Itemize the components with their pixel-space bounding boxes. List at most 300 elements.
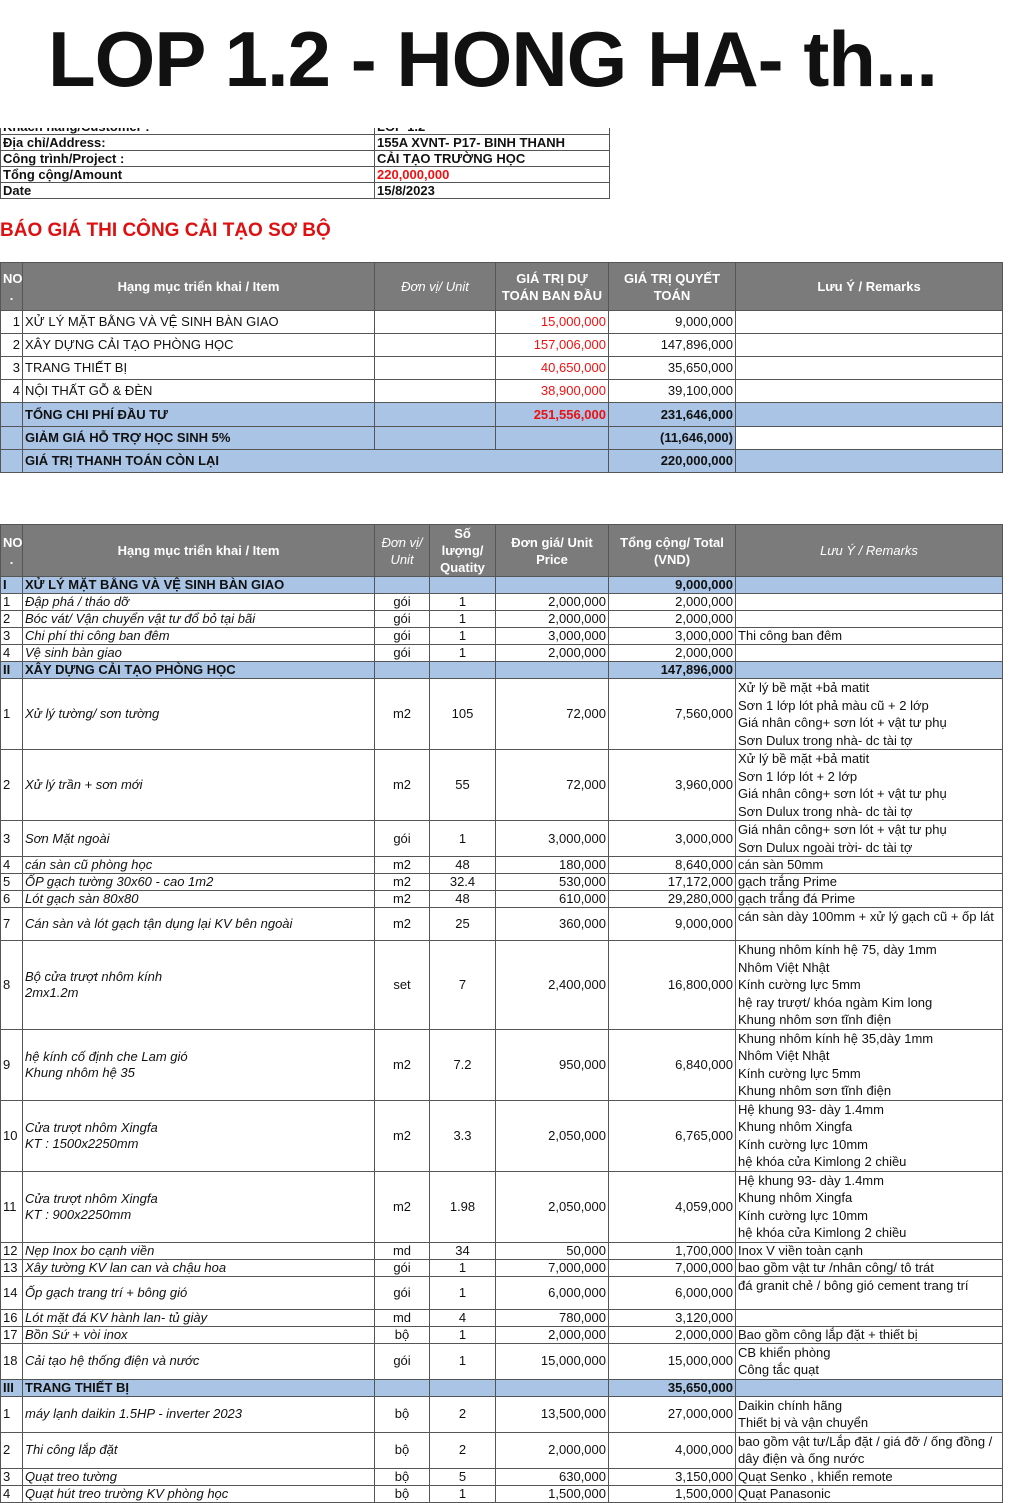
summary-row bbox=[1, 334, 1003, 357]
row-item: Cửa trượt nhôm Xingfa KT : 1500x2250mm bbox=[23, 1100, 375, 1171]
info-value: CẢI TẠO TRƯỜNG HỌC bbox=[375, 151, 610, 167]
summary-row bbox=[1, 357, 1003, 380]
row-no: 10 bbox=[1, 1100, 23, 1171]
row-item: Cửa trượt nhôm Xingfa KT : 900x2250mm bbox=[23, 1171, 375, 1242]
row-remarks: CB khiển phòng Công tắc quạt bbox=[736, 1343, 1003, 1379]
row-unit: gói bbox=[375, 628, 430, 645]
col-final-header: GIÁ TRỊ QUYẾT TOÁN bbox=[609, 263, 736, 311]
row-unit-price: 610,000 bbox=[496, 891, 609, 908]
total-estimate: 251,556,000 bbox=[496, 403, 609, 427]
col-remarks-header: Lưu Ý / Remarks bbox=[736, 263, 1003, 311]
row-unit: m2 bbox=[375, 874, 430, 891]
summary-row bbox=[1, 311, 1003, 334]
row-remarks: Daikin chính hãng Thiết bị và vận chuyển bbox=[736, 1396, 1003, 1432]
total-remarks bbox=[736, 403, 1003, 427]
row-item: Xử lý tường/ sơn tường bbox=[23, 679, 375, 750]
row-total: 4,000,000 bbox=[609, 1432, 736, 1468]
row-no: 16 bbox=[1, 1309, 23, 1326]
row-remarks: Quạt Panasonic bbox=[736, 1485, 1003, 1502]
section-row bbox=[1, 1379, 1003, 1396]
row-item: Đập phá / tháo dỡ bbox=[23, 594, 375, 611]
info-row bbox=[1, 135, 610, 151]
row-remarks: Hệ khung 93- dày 1.4mm Khung nhôm Xingfa Kính cường lực 10mm hệ khóa cửa Kimlong 2 chiều bbox=[736, 1100, 1003, 1171]
row-qty: 1 bbox=[430, 1276, 496, 1309]
detail-row bbox=[1, 1259, 1003, 1276]
row-qty: 1 bbox=[430, 1343, 496, 1379]
row-unit-price: 2,050,000 bbox=[496, 1100, 609, 1171]
row-no: 1 bbox=[1, 311, 23, 334]
row-final: 35,650,000 bbox=[609, 357, 736, 380]
row-remarks: Hệ khung 93- dày 1.4mm Khung nhôm Xingfa Kính cường lực 10mm hệ khóa cửa Kimlong 2 chiều bbox=[736, 1171, 1003, 1242]
detail-row bbox=[1, 1029, 1003, 1100]
row-total: 3,120,000 bbox=[609, 1309, 736, 1326]
row-qty: 2 bbox=[430, 1432, 496, 1468]
remaining-value: 220,000,000 bbox=[609, 450, 736, 473]
row-item: Bồn Sứ + vòi inox bbox=[23, 1326, 375, 1343]
row-remarks: cán sàn dày 100mm + xử lý gạch cũ + ốp lát bbox=[736, 908, 1003, 941]
row-final: 9,000,000 bbox=[609, 311, 736, 334]
row-item: Quạt hút treo trường KV phòng học bbox=[23, 1485, 375, 1502]
row-remarks: Khung nhôm kính hệ 35,dày 1mm Nhôm Việt Nhật Kính cường lực 5mm Khung nhôm sơn tĩnh điện bbox=[736, 1029, 1003, 1100]
row-total: 3,150,000 bbox=[609, 1468, 736, 1485]
row-total: 29,280,000 bbox=[609, 891, 736, 908]
row-unit-price: 2,400,000 bbox=[496, 941, 609, 1030]
row-estimate: 157,006,000 bbox=[496, 334, 609, 357]
row-total: 16,800,000 bbox=[609, 941, 736, 1030]
row-item: Vệ sinh bàn giao bbox=[23, 645, 375, 662]
info-row bbox=[1, 151, 610, 167]
row-unit-price: 3,000,000 bbox=[496, 821, 609, 857]
row-remarks: Giá nhân công+ sơn lót + vật tư phụ Sơn Dulux ngoài trời- dc tài tợ bbox=[736, 821, 1003, 857]
row-qty: 4 bbox=[430, 1309, 496, 1326]
col-no-header: NO . bbox=[1, 263, 23, 311]
row-no: 3 bbox=[1, 628, 23, 645]
row-remarks bbox=[736, 1309, 1003, 1326]
row-total: 3,960,000 bbox=[609, 750, 736, 821]
row-no: 1 bbox=[1, 1396, 23, 1432]
detail-row bbox=[1, 611, 1003, 628]
detail-row bbox=[1, 1326, 1003, 1343]
row-total: 27,000,000 bbox=[609, 1396, 736, 1432]
row-no: 2 bbox=[1, 611, 23, 628]
detail-row bbox=[1, 891, 1003, 908]
total-row bbox=[1, 403, 1003, 427]
row-no: 4 bbox=[1, 1485, 23, 1502]
row-total: 2,000,000 bbox=[609, 645, 736, 662]
col-unit-header: Đơn vị/ Unit bbox=[375, 525, 430, 577]
row-unit-price: 2,000,000 bbox=[496, 611, 609, 628]
row-unit: md bbox=[375, 1242, 430, 1259]
col-item-header: Hạng mục triển khai / Item bbox=[23, 263, 375, 311]
row-qty: 34 bbox=[430, 1242, 496, 1259]
detail-row bbox=[1, 1171, 1003, 1242]
section-row bbox=[1, 662, 1003, 679]
remaining-row bbox=[1, 450, 1003, 473]
row-no: 11 bbox=[1, 1171, 23, 1242]
detail-table bbox=[0, 524, 1003, 1503]
detail-row bbox=[1, 857, 1003, 874]
row-qty: 1.98 bbox=[430, 1171, 496, 1242]
info-label: Date bbox=[1, 183, 375, 199]
section-label: TRANG THIẾT BỊ bbox=[23, 1379, 375, 1396]
row-remarks bbox=[736, 357, 1003, 380]
section-no: II bbox=[1, 662, 23, 679]
row-qty: 3.3 bbox=[430, 1100, 496, 1171]
col-qty-header: Số lượng/ Quatity bbox=[430, 525, 496, 577]
row-qty: 25 bbox=[430, 908, 496, 941]
row-item: Bóc vát/ Vận chuyển vật tư đổ bỏ tại bãi bbox=[23, 611, 375, 628]
col-unit-header: Đơn vị/ Unit bbox=[375, 263, 496, 311]
row-total: 3,000,000 bbox=[609, 821, 736, 857]
row-no: 2 bbox=[1, 1432, 23, 1468]
info-label: Địa chỉ/Address: bbox=[1, 135, 375, 151]
row-no: 1 bbox=[1, 679, 23, 750]
row-total: 7,560,000 bbox=[609, 679, 736, 750]
row-unit: bộ bbox=[375, 1468, 430, 1485]
row-unit bbox=[375, 334, 496, 357]
remaining-label: GIÁ TRỊ THANH TOÁN CÒN LẠI bbox=[23, 450, 609, 473]
row-remarks: bao gồm vật tư/Lắp đặt / giá đỡ / ống đồng / dây điện và ống nước bbox=[736, 1432, 1003, 1468]
row-total: 7,000,000 bbox=[609, 1259, 736, 1276]
row-remarks: Xử lý bề mặt +bả matit Sơn 1 lớp lót + 2 lớp Giá nhân công+ sơn lót + vật tư phụ Sơn Dulux trong nhà- dc tài tợ bbox=[736, 750, 1003, 821]
row-total: 9,000,000 bbox=[609, 908, 736, 941]
row-qty: 7.2 bbox=[430, 1029, 496, 1100]
section-qty bbox=[430, 662, 496, 679]
row-item: Bộ cửa trượt nhôm kính 2mx1.2m bbox=[23, 941, 375, 1030]
detail-row bbox=[1, 821, 1003, 857]
row-remarks bbox=[736, 311, 1003, 334]
row-remarks: Bao gồm công lắp đặt + thiết bị bbox=[736, 1326, 1003, 1343]
row-qty: 55 bbox=[430, 750, 496, 821]
row-no: 3 bbox=[1, 821, 23, 857]
row-qty: 1 bbox=[430, 1326, 496, 1343]
row-unit-price: 2,000,000 bbox=[496, 594, 609, 611]
row-remarks: Thi công ban đêm bbox=[736, 628, 1003, 645]
info-row bbox=[1, 167, 610, 183]
row-qty: 7 bbox=[430, 941, 496, 1030]
row-unit bbox=[375, 311, 496, 334]
row-total: 4,059,000 bbox=[609, 1171, 736, 1242]
row-unit bbox=[375, 380, 496, 403]
col-remarks-header: Lưu Ý / Remarks bbox=[736, 525, 1003, 577]
section-total: 9,000,000 bbox=[609, 577, 736, 594]
row-unit-price: 780,000 bbox=[496, 1309, 609, 1326]
detail-row bbox=[1, 874, 1003, 891]
row-item: TRANG THIẾT BỊ bbox=[23, 357, 375, 380]
page-header bbox=[0, 0, 1020, 128]
row-no: 3 bbox=[1, 1468, 23, 1485]
row-unit: m2 bbox=[375, 1100, 430, 1171]
detail-row bbox=[1, 1100, 1003, 1171]
info-table bbox=[0, 118, 610, 199]
row-total: 8,640,000 bbox=[609, 857, 736, 874]
row-item: Ốp gạch trang trí + bông gió bbox=[23, 1276, 375, 1309]
row-unit: bộ bbox=[375, 1432, 430, 1468]
row-estimate: 38,900,000 bbox=[496, 380, 609, 403]
row-unit: gói bbox=[375, 594, 430, 611]
col-no-header: NO . bbox=[1, 525, 23, 577]
row-final: 39,100,000 bbox=[609, 380, 736, 403]
total-final: 231,646,000 bbox=[609, 403, 736, 427]
row-total: 2,000,000 bbox=[609, 1326, 736, 1343]
row-item: hệ kính cố định che Lam gió Khung nhôm hệ 35 bbox=[23, 1029, 375, 1100]
row-remarks bbox=[736, 334, 1003, 357]
row-unit-price: 13,500,000 bbox=[496, 1396, 609, 1432]
col-price-header: Đơn giá/ Unit Price bbox=[496, 525, 609, 577]
row-item: Chi phí thi công ban đêm bbox=[23, 628, 375, 645]
remaining-no bbox=[1, 450, 23, 473]
row-no: 17 bbox=[1, 1326, 23, 1343]
row-unit: bộ bbox=[375, 1396, 430, 1432]
summary-table bbox=[0, 262, 1003, 473]
row-qty: 1 bbox=[430, 628, 496, 645]
section-no: III bbox=[1, 1379, 23, 1396]
row-unit-price: 6,000,000 bbox=[496, 1276, 609, 1309]
summary-row bbox=[1, 380, 1003, 403]
discount-row bbox=[1, 427, 1003, 450]
row-remarks: cán sàn 50mm bbox=[736, 857, 1003, 874]
row-unit: m2 bbox=[375, 750, 430, 821]
row-total: 2,000,000 bbox=[609, 611, 736, 628]
info-value: 15/8/2023 bbox=[375, 183, 610, 199]
section-label: XỬ LÝ MẶT BẰNG VÀ VỆ SINH BÀN GIAO bbox=[23, 577, 375, 594]
row-unit: m2 bbox=[375, 891, 430, 908]
row-unit-price: 3,000,000 bbox=[496, 628, 609, 645]
row-remarks bbox=[736, 380, 1003, 403]
row-remarks: Inox V viền toàn cạnh bbox=[736, 1242, 1003, 1259]
row-total: 6,000,000 bbox=[609, 1276, 736, 1309]
detail-row bbox=[1, 1468, 1003, 1485]
row-item: Nẹp Inox bo cạnh viền bbox=[23, 1242, 375, 1259]
detail-row bbox=[1, 594, 1003, 611]
row-no: 13 bbox=[1, 1259, 23, 1276]
row-qty: 32.4 bbox=[430, 874, 496, 891]
row-remarks: Quạt Senko , khiển remote bbox=[736, 1468, 1003, 1485]
row-unit-price: 950,000 bbox=[496, 1029, 609, 1100]
row-unit: gói bbox=[375, 1259, 430, 1276]
section-total: 147,896,000 bbox=[609, 662, 736, 679]
row-unit: gói bbox=[375, 821, 430, 857]
section-unit bbox=[375, 1379, 430, 1396]
row-unit bbox=[375, 357, 496, 380]
row-remarks: Xử lý bề mặt +bả matit Sơn 1 lớp lót phả màu cũ + 2 lớp Giá nhân công+ sơn lót + vật tư phụ Sơn Dulux trong nhà- dc tài tợ bbox=[736, 679, 1003, 750]
row-unit-price: 2,050,000 bbox=[496, 1171, 609, 1242]
row-total: 1,700,000 bbox=[609, 1242, 736, 1259]
row-qty: 2 bbox=[430, 1396, 496, 1432]
row-total: 17,172,000 bbox=[609, 874, 736, 891]
row-no: 2 bbox=[1, 750, 23, 821]
row-remarks: đá granit chẻ / bông gió cement trang trí bbox=[736, 1276, 1003, 1309]
info-label: Công trình/Project : bbox=[1, 151, 375, 167]
section-remarks bbox=[736, 662, 1003, 679]
row-no: 4 bbox=[1, 645, 23, 662]
section-qty bbox=[430, 577, 496, 594]
row-unit: gói bbox=[375, 611, 430, 628]
row-unit-price: 360,000 bbox=[496, 908, 609, 941]
row-total: 6,840,000 bbox=[609, 1029, 736, 1100]
row-no: 14 bbox=[1, 1276, 23, 1309]
row-remarks bbox=[736, 594, 1003, 611]
detail-row bbox=[1, 908, 1003, 941]
row-qty: 1 bbox=[430, 1485, 496, 1502]
row-unit-price: 50,000 bbox=[496, 1242, 609, 1259]
section-remarks bbox=[736, 1379, 1003, 1396]
info-value: 220,000,000 bbox=[375, 167, 610, 183]
row-unit: m2 bbox=[375, 1171, 430, 1242]
row-unit-price: 1,500,000 bbox=[496, 1485, 609, 1502]
summary-header-row bbox=[1, 263, 1003, 311]
row-no: 7 bbox=[1, 908, 23, 941]
detail-row bbox=[1, 1485, 1003, 1502]
row-no: 4 bbox=[1, 380, 23, 403]
row-remarks bbox=[736, 611, 1003, 628]
row-unit: bộ bbox=[375, 1326, 430, 1343]
row-total: 15,000,000 bbox=[609, 1343, 736, 1379]
row-unit: gói bbox=[375, 1276, 430, 1309]
row-no: 18 bbox=[1, 1343, 23, 1379]
detail-row bbox=[1, 1343, 1003, 1379]
row-estimate: 40,650,000 bbox=[496, 357, 609, 380]
row-unit: bộ bbox=[375, 1485, 430, 1502]
discount-unit bbox=[375, 427, 496, 450]
discount-remarks bbox=[736, 427, 1003, 450]
col-estimate-header: GIÁ TRỊ DỰ TOÁN BAN ĐẦU bbox=[496, 263, 609, 311]
row-item: Lót mặt đá KV hành lan- tủ giày bbox=[23, 1309, 375, 1326]
section-label: XÂY DỰNG CẢI TẠO PHÒNG HỌC bbox=[23, 662, 375, 679]
row-qty: 105 bbox=[430, 679, 496, 750]
row-unit-price: 15,000,000 bbox=[496, 1343, 609, 1379]
detail-row bbox=[1, 750, 1003, 821]
col-total-header: Tổng cộng/ Total (VND) bbox=[609, 525, 736, 577]
detail-header-row bbox=[1, 525, 1003, 577]
row-item: Xử lý trần + sơn mới bbox=[23, 750, 375, 821]
row-qty: 1 bbox=[430, 821, 496, 857]
row-item: Thi công lắp đặt bbox=[23, 1432, 375, 1468]
row-item: cán sàn cũ phòng học bbox=[23, 857, 375, 874]
row-item: Lót gạch sàn 80x80 bbox=[23, 891, 375, 908]
row-no: 1 bbox=[1, 594, 23, 611]
row-unit: gói bbox=[375, 645, 430, 662]
document-title: LOP 1.2 - HONG HA- th... bbox=[48, 15, 937, 103]
row-item: Cải tạo hệ thống điện và nước bbox=[23, 1343, 375, 1379]
row-unit: m2 bbox=[375, 1029, 430, 1100]
row-no: 3 bbox=[1, 357, 23, 380]
row-total: 6,765,000 bbox=[609, 1100, 736, 1171]
section-row bbox=[1, 577, 1003, 594]
row-qty: 48 bbox=[430, 891, 496, 908]
total-no bbox=[1, 403, 23, 427]
discount-no bbox=[1, 427, 23, 450]
row-remarks bbox=[736, 645, 1003, 662]
row-unit-price: 180,000 bbox=[496, 857, 609, 874]
section-title: BÁO GIÁ THI CÔNG CẢI TẠO SƠ BỘ bbox=[0, 220, 331, 241]
section-unit bbox=[375, 662, 430, 679]
total-unit bbox=[375, 403, 496, 427]
row-unit-price: 72,000 bbox=[496, 679, 609, 750]
detail-row bbox=[1, 628, 1003, 645]
total-label: TỔNG CHI PHÍ ĐẦU TƯ bbox=[23, 403, 375, 427]
row-item: Sơn Mặt ngoài bbox=[23, 821, 375, 857]
row-remarks: bao gồm vật tư /nhân công/ tô trát bbox=[736, 1259, 1003, 1276]
row-no: 2 bbox=[1, 334, 23, 357]
row-unit-price: 7,000,000 bbox=[496, 1259, 609, 1276]
row-qty: 48 bbox=[430, 857, 496, 874]
detail-row bbox=[1, 1242, 1003, 1259]
section-price bbox=[496, 577, 609, 594]
row-no: 5 bbox=[1, 874, 23, 891]
row-unit-price: 630,000 bbox=[496, 1468, 609, 1485]
row-item: NỘI THẤT GỖ & ĐÈN bbox=[23, 380, 375, 403]
spreadsheet bbox=[0, 118, 1020, 1501]
detail-row bbox=[1, 1432, 1003, 1468]
row-item: XỬ LÝ MẶT BẰNG VÀ VỆ SINH BÀN GIAO bbox=[23, 311, 375, 334]
remaining-remarks bbox=[736, 450, 1003, 473]
row-unit: m2 bbox=[375, 908, 430, 941]
row-item: Xây tường KV lan can và chậu hoa bbox=[23, 1259, 375, 1276]
discount-estimate bbox=[496, 427, 609, 450]
info-value: 155A XVNT- P17- BINH THANH bbox=[375, 135, 610, 151]
row-item: Cán sàn và lót gạch tận dụng lại KV bên ngoài bbox=[23, 908, 375, 941]
col-item-header: Hạng mục triển khai / Item bbox=[23, 525, 375, 577]
row-no: 6 bbox=[1, 891, 23, 908]
section-no: I bbox=[1, 577, 23, 594]
row-no: 9 bbox=[1, 1029, 23, 1100]
row-no: 8 bbox=[1, 941, 23, 1030]
detail-row bbox=[1, 645, 1003, 662]
row-no: 12 bbox=[1, 1242, 23, 1259]
row-unit-price: 2,000,000 bbox=[496, 645, 609, 662]
row-unit-price: 2,000,000 bbox=[496, 1326, 609, 1343]
section-total: 35,650,000 bbox=[609, 1379, 736, 1396]
row-estimate: 15,000,000 bbox=[496, 311, 609, 334]
row-final: 147,896,000 bbox=[609, 334, 736, 357]
row-unit: md bbox=[375, 1309, 430, 1326]
row-unit-price: 530,000 bbox=[496, 874, 609, 891]
detail-row bbox=[1, 1396, 1003, 1432]
detail-row bbox=[1, 1276, 1003, 1309]
row-qty: 1 bbox=[430, 611, 496, 628]
row-item: XÂY DỰNG CẢI TẠO PHÒNG HỌC bbox=[23, 334, 375, 357]
row-total: 3,000,000 bbox=[609, 628, 736, 645]
discount-label: GIẢM GIÁ HỖ TRỢ HỌC SINH 5% bbox=[23, 427, 375, 450]
row-unit: gói bbox=[375, 1343, 430, 1379]
section-qty bbox=[430, 1379, 496, 1396]
info-label: Tổng cộng/Amount bbox=[1, 167, 375, 183]
detail-row bbox=[1, 1309, 1003, 1326]
discount-value: (11,646,000) bbox=[609, 427, 736, 450]
section-price bbox=[496, 1379, 609, 1396]
row-qty: 1 bbox=[430, 1259, 496, 1276]
row-remarks: Khung nhôm kính hệ 75, dày 1mm Nhôm Việt Nhật Kính cường lực 5mm hệ ray trượt/ khóa ngàm Kim long Khung nhôm sơn tĩnh điện bbox=[736, 941, 1003, 1030]
row-remarks: gạch trắng đá Prime bbox=[736, 891, 1003, 908]
row-qty: 1 bbox=[430, 645, 496, 662]
row-item: ỐP gạch tường 30x60 - cao 1m2 bbox=[23, 874, 375, 891]
row-total: 2,000,000 bbox=[609, 594, 736, 611]
row-qty: 1 bbox=[430, 594, 496, 611]
section-remarks bbox=[736, 577, 1003, 594]
detail-row bbox=[1, 941, 1003, 1030]
row-unit: m2 bbox=[375, 857, 430, 874]
section-price bbox=[496, 662, 609, 679]
detail-row bbox=[1, 679, 1003, 750]
row-total: 1,500,000 bbox=[609, 1485, 736, 1502]
row-no: 4 bbox=[1, 857, 23, 874]
info-row bbox=[1, 183, 610, 199]
row-item: Quạt treo tường bbox=[23, 1468, 375, 1485]
row-unit: set bbox=[375, 941, 430, 1030]
row-remarks: gạch trắng Prime bbox=[736, 874, 1003, 891]
row-unit-price: 72,000 bbox=[496, 750, 609, 821]
